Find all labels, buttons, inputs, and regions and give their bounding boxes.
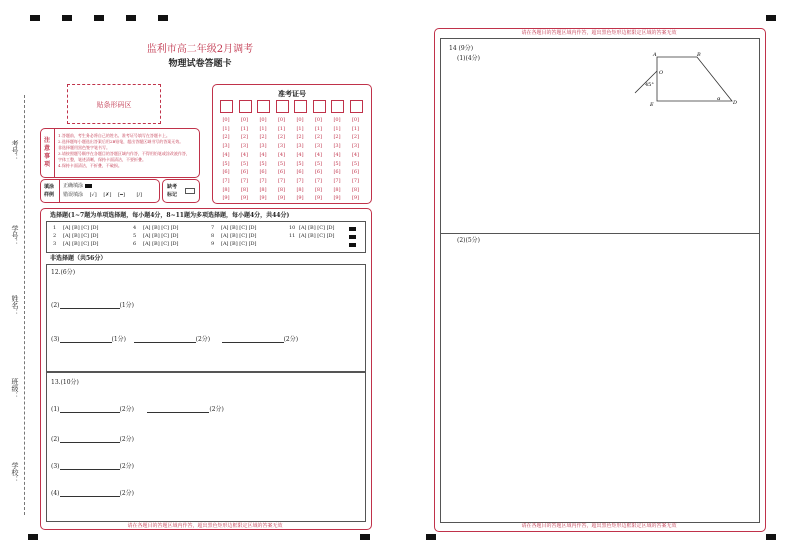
- exam-id-digit-bubble[interactable]: [2]: [351, 134, 360, 141]
- exam-id-digit-bubble[interactable]: [8]: [240, 186, 249, 193]
- exam-id-digit-bubble[interactable]: [5]: [351, 160, 360, 167]
- exam-id-digit-bubble[interactable]: [6]: [277, 169, 286, 176]
- registration-mark: [360, 534, 370, 540]
- exam-id-digit-bubble[interactable]: [6]: [259, 169, 267, 176]
- fill-sample-label: 填涂样例: [44, 184, 55, 198]
- choice-options[interactable]: [A] [B] [C] [D]: [63, 225, 99, 231]
- choice-timing-mark: [349, 235, 356, 239]
- choice-question-row[interactable]: 1 [A] [B] [C] [D]: [53, 225, 99, 231]
- correct-fill-row: 正确填涂: [63, 183, 92, 189]
- exam-id-digit-bubble[interactable]: [6]: [222, 169, 230, 176]
- exam-id-digit-bubble[interactable]: [8]: [314, 186, 323, 193]
- choice-question-row[interactable]: 4 [A] [B] [C] [D]: [133, 225, 179, 231]
- exam-id-write-box[interactable]: [294, 100, 307, 113]
- exam-id-digit-bubble[interactable]: [5]: [296, 160, 304, 167]
- exam-id-write-box[interactable]: [350, 100, 363, 113]
- registration-mark: [126, 15, 136, 21]
- exam-id-digit-bubble[interactable]: [1]: [277, 125, 286, 132]
- exam-id-digit-bubble[interactable]: [1]: [259, 125, 267, 132]
- exam-id-digit-bubble[interactable]: [1]: [222, 125, 230, 132]
- choice-options[interactable]: [A] [B] [C] [D]: [143, 241, 179, 247]
- exam-id-box: [212, 84, 372, 204]
- exam-id-digit-bubble[interactable]: [3]: [296, 143, 304, 150]
- exam-id-digit-bubble[interactable]: [4]: [314, 151, 323, 158]
- exam-id-digit-bubble[interactable]: [9]: [259, 195, 267, 202]
- answer-blank[interactable]: [60, 405, 120, 413]
- choice-question-row[interactable]: 10 [A] [B] [C] [D]: [289, 225, 335, 231]
- answer-blank[interactable]: [60, 301, 120, 309]
- exam-id-digit-bubble[interactable]: [5]: [259, 160, 267, 167]
- choice-question-row[interactable]: 9 [A] [B] [C] [D]: [211, 241, 257, 247]
- exam-id-digit-bubble[interactable]: [2]: [240, 134, 249, 141]
- nonchoice-title: 非选择题（共56分）: [50, 255, 107, 262]
- exam-id-digit-bubble[interactable]: [7]: [333, 177, 341, 184]
- exam-id-digit-bubble[interactable]: [7]: [296, 177, 304, 184]
- exam-id-digit-bubble[interactable]: [0]: [314, 117, 323, 123]
- footer-notice-right: 请在各题目的答题区域内作答，超出黑色矩形边框限定区域的答案无效: [521, 523, 677, 529]
- trapezoid-figure: [627, 51, 743, 109]
- exam-id-digit-bubble[interactable]: [5]: [222, 160, 230, 167]
- exam-id-digit-bubble[interactable]: [4]: [351, 151, 360, 158]
- answer-blank[interactable]: [134, 335, 196, 343]
- side-label-name: 姓名：: [11, 295, 19, 316]
- answer-blank[interactable]: [60, 435, 120, 443]
- exam-id-digit-bubble[interactable]: [7]: [277, 177, 286, 184]
- answer-blank[interactable]: [60, 489, 120, 497]
- choice-options[interactable]: [A] [B] [C] [D]: [143, 233, 179, 239]
- exam-id-digit-bubble[interactable]: [0]: [259, 117, 267, 123]
- barcode-area-label: 贴条形码区: [96, 101, 132, 109]
- exam-id-digit-bubble[interactable]: [6]: [314, 169, 323, 176]
- fig-label-angle: 45°: [645, 82, 654, 88]
- side-label-school: 学校：: [11, 462, 19, 483]
- q12-box: [46, 264, 366, 372]
- fig-label-alpha: α: [717, 96, 721, 102]
- registration-mark: [30, 15, 40, 21]
- notice-text: 1.答题前，考生务必将自己的姓名、准考证号填写在答题卡上。 2.选择题每小题选出答案后用2B铅笔，超出答题区域书写的答案无效。 非选择题用黑色签字笔书写。 3.请按照题号顺序在各题目的答题区域内作答，不得用铅笔或涂改液作答， 字体工整，笔迹清晰，保持卡面清洁，不要折叠。 4.保持卡面清洁，不折叠，不破损。: [58, 133, 190, 168]
- q14-divider: [441, 233, 759, 234]
- footer-notice-top: 请在各题目的答题区域内作答，超出黑色矩形边框限定区域的答案无效: [521, 30, 677, 36]
- fill-sample-box: [40, 179, 160, 203]
- q14-part2: (2)(5分): [457, 237, 480, 244]
- exam-id-digit-bubble[interactable]: [8]: [333, 186, 341, 193]
- choice-question-row[interactable]: 8 [A] [B] [C] [D]: [211, 233, 257, 239]
- exam-id-digit-bubble[interactable]: [7]: [240, 177, 249, 184]
- q13-part3: (3) (2分): [51, 463, 134, 470]
- fig-label-d: D: [733, 100, 738, 106]
- exam-id-digit-bubble[interactable]: [9]: [222, 195, 230, 202]
- exam-id-digit-bubble[interactable]: [4]: [240, 151, 249, 158]
- registration-mark: [94, 15, 104, 21]
- exam-id-digit-bubble[interactable]: [7]: [314, 177, 323, 184]
- exam-id-digit-bubble[interactable]: [7]: [259, 177, 267, 184]
- exam-id-digit-bubble[interactable]: [2]: [333, 134, 341, 141]
- exam-id-digit-bubble[interactable]: [4]: [333, 151, 341, 158]
- choice-question-row[interactable]: 2 [A] [B] [C] [D]: [53, 233, 99, 239]
- exam-id-digit-bubble[interactable]: [5]: [314, 160, 323, 167]
- choice-grid: [46, 221, 366, 253]
- exam-id-digit-bubble[interactable]: [9]: [296, 195, 304, 202]
- registration-mark: [28, 534, 38, 540]
- fig-label-o: O: [659, 70, 664, 76]
- choice-options[interactable]: [A] [B] [C] [D]: [143, 225, 179, 231]
- exam-id-digit-bubble[interactable]: [9]: [240, 195, 249, 202]
- exam-id-digit-bubble[interactable]: [6]: [351, 169, 360, 176]
- exam-id-digit-bubble[interactable]: [1]: [296, 125, 304, 132]
- exam-id-digit-bubble[interactable]: [7]: [351, 177, 360, 184]
- exam-id-digit-bubble[interactable]: [0]: [222, 117, 230, 123]
- exam-id-digit-bubble[interactable]: [8]: [296, 186, 304, 193]
- choice-timing-mark: [349, 227, 356, 231]
- exam-id-digit-bubble[interactable]: [6]: [296, 169, 304, 176]
- exam-id-digit-bubble[interactable]: [0]: [296, 117, 304, 123]
- exam-id-digit-bubble[interactable]: [5]: [277, 160, 286, 167]
- card-title: 物理试卷答题卡: [168, 59, 232, 69]
- exam-id-digit-bubble[interactable]: [0]: [240, 117, 249, 123]
- choice-options[interactable]: [A] [B] [C] [D]: [221, 225, 257, 231]
- notice-label: 注意事项: [44, 137, 51, 168]
- q14-part1: (1)(4分): [457, 55, 480, 62]
- exam-id-digit-bubble[interactable]: [4]: [296, 151, 304, 158]
- registration-mark: [426, 534, 436, 540]
- side-label-class: 班级：: [11, 378, 19, 399]
- exam-id-digit-bubble[interactable]: [1]: [333, 125, 341, 132]
- choice-options[interactable]: [A] [B] [C] [D]: [221, 241, 257, 247]
- absent-label: 缺考标记: [167, 184, 178, 198]
- choice-title: 选择题(1~7题为单项选择题，每小题4分，8~11题为多项选择题，每小题4分，共44分): [50, 212, 290, 219]
- registration-mark: [62, 15, 72, 21]
- notice-box: [40, 128, 200, 178]
- exam-id-digit-bubble[interactable]: [0]: [351, 117, 360, 123]
- fig-label-b: B: [697, 52, 701, 58]
- q12-part3: (3) (1分) (2分) (2分): [51, 336, 299, 343]
- footer-notice-left: 请在各题目的答题区域内作答，超出黑色矩形边框限定区域的答案无效: [127, 523, 283, 529]
- exam-id-write-box[interactable]: [239, 100, 252, 113]
- school-title: 监利市高二年级2月调考: [146, 44, 254, 55]
- choice-question-row[interactable]: 11 [A] [B] [C] [D]: [289, 233, 335, 239]
- exam-id-write-box[interactable]: [331, 100, 344, 113]
- absent-checkbox[interactable]: [185, 188, 195, 194]
- exam-id-digit-bubble[interactable]: [2]: [314, 134, 323, 141]
- exam-id-digit-bubble[interactable]: [4]: [259, 151, 267, 158]
- choice-question-row[interactable]: 6 [A] [B] [C] [D]: [133, 241, 179, 247]
- wrong-fill-row: 错误填涂 [✓] [✗] [━] [/]: [63, 192, 143, 198]
- answer-blank[interactable]: [147, 405, 209, 413]
- registration-mark: [766, 15, 776, 21]
- choice-question-row[interactable]: 7 [A] [B] [C] [D]: [211, 225, 257, 231]
- answer-blank[interactable]: [60, 335, 112, 343]
- exam-id-digit-bubble[interactable]: [3]: [240, 143, 249, 150]
- exam-id-digit-bubble[interactable]: [3]: [259, 143, 267, 150]
- exam-id-digit-bubble[interactable]: [2]: [277, 134, 286, 141]
- side-label-student-no: 学号：: [11, 225, 19, 246]
- q13-part1: (1) (2分) (2分): [51, 406, 224, 413]
- exam-id-digit-bubble[interactable]: [6]: [240, 169, 249, 176]
- exam-id-digit-bubble[interactable]: [2]: [296, 134, 304, 141]
- q13-part4: (4) (2分): [51, 490, 134, 497]
- exam-id-digit-bubble[interactable]: [1]: [314, 125, 323, 132]
- absent-box: [162, 179, 200, 203]
- exam-id-digit-bubble[interactable]: [9]: [333, 195, 341, 202]
- choice-options[interactable]: [A] [B] [C] [D]: [221, 233, 257, 239]
- binding-line: [24, 95, 25, 515]
- q13-part2: (2) (2分): [51, 436, 134, 443]
- barcode-area: [67, 84, 161, 124]
- exam-id-digit-bubble[interactable]: [2]: [222, 134, 230, 141]
- exam-id-digit-bubble[interactable]: [0]: [333, 117, 341, 123]
- registration-mark: [766, 534, 776, 540]
- exam-id-digit-bubble[interactable]: [4]: [222, 151, 230, 158]
- exam-id-write-box[interactable]: [257, 100, 270, 113]
- exam-id-title: 准考证号: [278, 89, 306, 98]
- exam-id-digit-bubble[interactable]: [1]: [240, 125, 249, 132]
- exam-id-digit-bubble[interactable]: [3]: [277, 143, 286, 150]
- exam-id-digit-bubble[interactable]: [8]: [259, 186, 267, 193]
- choice-options[interactable]: [A] [B] [C] [D]: [63, 233, 99, 239]
- exam-id-digit-bubble[interactable]: [8]: [351, 186, 360, 193]
- exam-id-digit-bubble[interactable]: [3]: [314, 143, 323, 150]
- exam-id-digit-bubble[interactable]: [8]: [222, 186, 230, 193]
- choice-timing-mark: [349, 243, 356, 247]
- exam-id-digit-bubble[interactable]: [1]: [351, 125, 360, 132]
- answer-blank[interactable]: [60, 462, 120, 470]
- exam-id-digit-bubble[interactable]: [5]: [240, 160, 249, 167]
- exam-id-digit-bubble[interactable]: [3]: [351, 143, 360, 150]
- q12-title: 12.(6分): [51, 269, 76, 276]
- q13-box: [46, 372, 366, 522]
- choice-question-row[interactable]: 5 [A] [B] [C] [D]: [133, 233, 179, 239]
- side-label-exam-no: 考号：: [11, 140, 19, 161]
- fig-label-e: E: [650, 102, 654, 108]
- exam-id-write-box[interactable]: [276, 100, 289, 113]
- exam-id-digit-bubble[interactable]: [0]: [277, 117, 286, 123]
- exam-id-digit-bubble[interactable]: [3]: [333, 143, 341, 150]
- exam-id-digit-bubble[interactable]: [8]: [277, 186, 286, 193]
- exam-id-digit-bubble[interactable]: [9]: [277, 195, 286, 202]
- exam-id-digit-bubble[interactable]: [3]: [222, 143, 230, 150]
- exam-id-write-box[interactable]: [313, 100, 326, 113]
- fig-label-a: A: [653, 52, 657, 58]
- exam-id-digit-bubble[interactable]: [2]: [259, 134, 267, 141]
- exam-id-digit-bubble[interactable]: [4]: [277, 151, 286, 158]
- choice-options[interactable]: [A] [B] [C] [D]: [299, 233, 335, 239]
- exam-id-digit-bubble[interactable]: [9]: [314, 195, 323, 202]
- registration-mark: [158, 15, 168, 21]
- exam-id-digit-bubble[interactable]: [9]: [351, 195, 360, 202]
- exam-id-write-box[interactable]: [220, 100, 233, 113]
- choice-options[interactable]: [A] [B] [C] [D]: [299, 225, 335, 231]
- q13-title: 13.(10分): [51, 379, 79, 386]
- q14-title: 14 (9分): [449, 45, 474, 52]
- q14-box: [440, 38, 760, 523]
- choice-options[interactable]: [A] [B] [C] [D]: [63, 241, 99, 247]
- exam-id-digit-bubble[interactable]: [7]: [222, 177, 230, 184]
- choice-question-row[interactable]: 3 [A] [B] [C] [D]: [53, 241, 99, 247]
- exam-id-digit-bubble[interactable]: [6]: [333, 169, 341, 176]
- answer-blank[interactable]: [222, 335, 284, 343]
- q12-part2: (2) (1分): [51, 302, 134, 309]
- exam-id-digit-bubble[interactable]: [5]: [333, 160, 341, 167]
